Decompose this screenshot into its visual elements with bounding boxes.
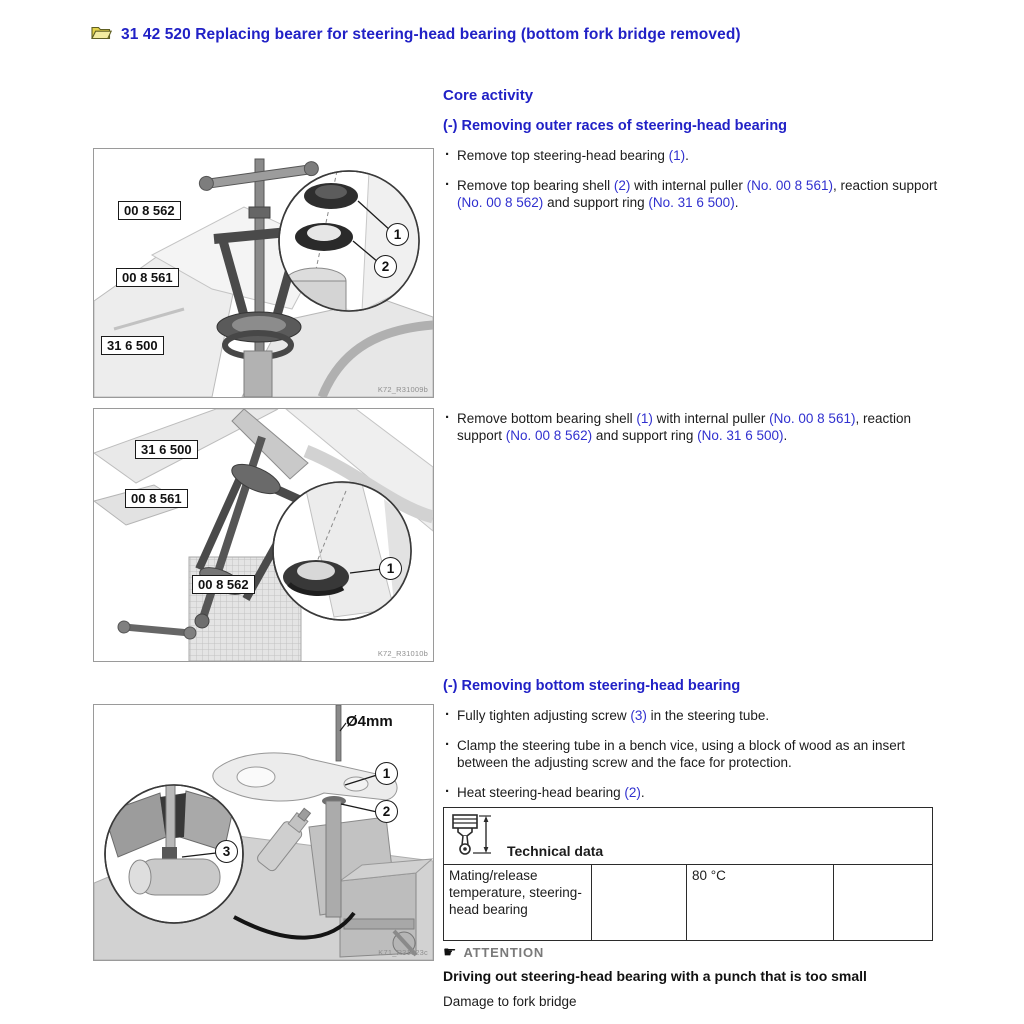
reference-link[interactable]: (No. 31 6 500) [648,195,735,210]
piston-dimension-icon [449,811,495,861]
reference-link[interactable]: (No. 00 8 562) [505,428,593,443]
step-item [443,707,940,724]
table-row [444,865,933,941]
table-cell [834,865,933,941]
step-text: Remove top steering-head bearing [457,148,669,163]
callout-1: 1 [375,762,398,785]
step-text: and support ring [592,428,698,443]
section-heading-outer-races: (-) Removing outer races of steering-head bearing [443,118,788,134]
section-heading-bottom-bearing: (-) Removing bottom steering-head bearing [443,678,741,694]
tool-label: 31 6 500 [135,440,198,459]
step-item [443,784,940,801]
step-text: Clamp the steering tube in a bench vice, using a block of wood as an insert between the adjusting screw and the face for protection. [457,738,906,770]
table-cell-value: 80 °C [687,865,834,941]
step-list-bottom-shell [443,410,940,457]
step-list-bottom-bearing [443,707,940,814]
reference-link[interactable]: (3) [630,708,647,723]
step-text: Remove top bearing shell [457,178,614,193]
callout-2: 2 [375,800,398,823]
page-title-text: 31 42 520 Replacing bearer for steering-head bearing (bottom fork bridge removed) [121,25,741,43]
step-text: with internal puller [630,178,747,193]
callout-2: 2 [374,255,397,278]
figure-bottom-bearing-shell-removal [93,408,434,662]
tool-label: 00 8 561 [125,489,188,508]
callout-1: 1 [379,557,402,580]
step-text: . [734,195,739,210]
reference-link[interactable]: (No. 00 8 561) [769,411,856,426]
figure-caption: K72_R31009b [377,385,428,394]
table-header-label: Technical data [507,843,604,859]
step-text: Heat steering-head bearing [457,785,625,800]
figure-caption: K72_R31010b [377,649,428,658]
punch-diameter-label: Ø4mm [346,713,393,730]
step-text: Fully tighten adjusting screw [457,708,631,723]
step-item [443,177,940,211]
technical-data-table [443,807,933,941]
attention-label: ATTENTION [463,945,545,960]
attention-header [443,945,544,960]
page-title [91,24,741,45]
step-item [443,737,940,771]
reference-link[interactable]: (2) [624,785,641,800]
reference-link[interactable]: (No. 31 6 500) [697,428,784,443]
core-activity-heading: Core activity [443,87,534,104]
figure-caption: K71_R31023c [378,948,428,957]
pointing-hand-icon: ☛ [443,944,457,961]
figure-bench-vice-punch [93,704,434,961]
step-text: Remove bottom bearing shell [457,411,637,426]
step-text: . [640,785,645,800]
reference-link[interactable]: (2) [613,178,631,193]
step-list-outer-races [443,147,940,224]
table-cell [592,865,687,941]
step-text: , reaction support [457,411,911,443]
step-item [443,147,940,164]
step-text: , reaction support [832,178,938,193]
figure-top-bearing-shell-removal [93,148,434,398]
figure3-illustration [94,705,433,960]
tool-label: 00 8 562 [192,575,255,594]
step-text: . [685,148,689,163]
tool-label: 00 8 561 [116,268,179,287]
reference-link[interactable]: (No. 00 8 562) [457,195,544,210]
open-folder-icon [91,24,112,45]
tool-label: 00 8 562 [118,201,181,220]
callout-3: 3 [215,840,238,863]
reference-link[interactable]: (1) [668,148,686,163]
step-text: . [783,428,788,443]
step-item [443,410,940,444]
tool-label: 31 6 500 [101,336,164,355]
attention-cause: Driving out steering-head bearing with a punch that is too small [443,968,867,984]
step-text: with internal puller [652,411,770,426]
step-text: in the steering tube. [646,708,770,723]
reference-link[interactable]: (No. 00 8 561) [746,178,833,193]
attention-effect: Damage to fork bridge [443,994,577,1009]
callout-1: 1 [386,223,409,246]
step-text: and support ring [543,195,649,210]
reference-link[interactable]: (1) [636,411,653,426]
table-cell-parameter: Mating/release temperature, steering-head bearing [444,865,592,941]
